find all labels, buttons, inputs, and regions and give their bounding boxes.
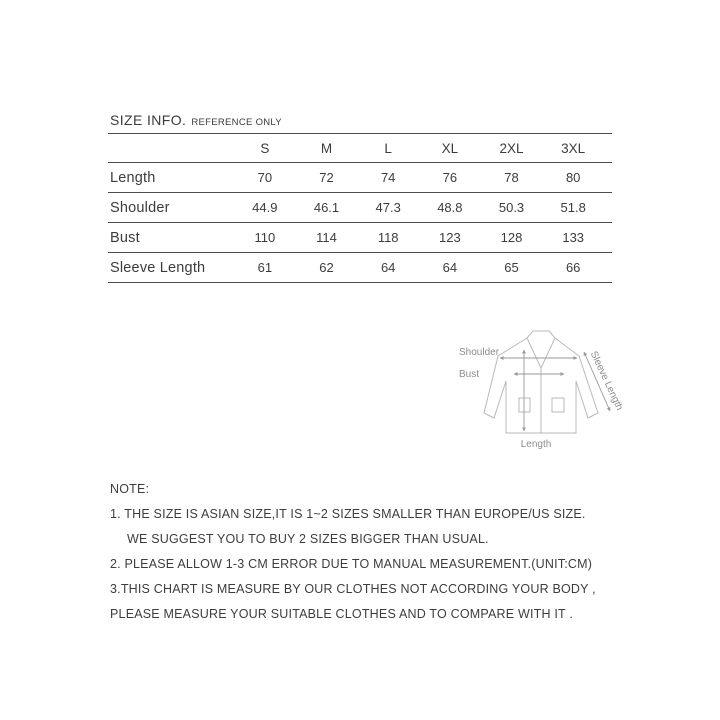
column-header: S	[260, 140, 270, 156]
table-cell: 65	[504, 260, 519, 275]
note-heading: NOTE:	[110, 482, 150, 496]
table-cell: 80	[565, 170, 581, 185]
page-subtitle: REFERENCE ONLY	[191, 117, 282, 128]
table-cell: 47.3	[375, 200, 401, 215]
table-cell: 110	[254, 230, 276, 245]
table-row	[108, 163, 612, 193]
table-cell: 114	[316, 230, 337, 245]
column-header: L	[384, 140, 392, 156]
page-title: SIZE INFO.	[110, 112, 187, 128]
table-cell: 46.1	[313, 200, 340, 215]
size-table-header-row	[108, 134, 612, 163]
table-cell: 123	[439, 230, 461, 245]
table-cell: 64	[380, 260, 396, 275]
column-header: XL	[441, 140, 459, 156]
table-cell: 51.8	[560, 200, 586, 215]
table-cell: 61	[257, 260, 273, 275]
table-cell: 50.3	[498, 200, 525, 215]
table-cell: 62	[319, 260, 334, 275]
size-table	[108, 133, 612, 283]
table-cell: 48.8	[437, 200, 463, 215]
row-label: Shoulder	[110, 199, 170, 216]
shoulder-label: Shoulder	[459, 347, 500, 358]
table-cell: 118	[377, 230, 399, 245]
note-line: 2. PLEASE ALLOW 1-3 CM ERROR DUE TO MANUAL MEASUREMENT.(UNIT:CM)	[110, 557, 593, 571]
column-header: M	[320, 140, 333, 156]
table-row	[108, 253, 612, 283]
table-cell: 133	[562, 230, 585, 245]
size-info-header	[110, 112, 282, 130]
table-cell: 44.9	[252, 200, 278, 215]
table-cell: 64	[442, 260, 458, 275]
table-cell: 78	[504, 170, 519, 185]
length-label: Length	[520, 439, 552, 450]
row-label: Bust	[110, 229, 140, 246]
note-section	[110, 477, 596, 627]
table-row	[108, 223, 612, 253]
column-header: 2XL	[499, 140, 524, 156]
table-cell: 128	[500, 230, 523, 245]
bust-label: Bust	[459, 369, 480, 380]
jacket-outline-drawing	[484, 331, 598, 433]
table-cell: 74	[380, 170, 396, 185]
table-cell: 70	[257, 170, 273, 185]
jacket-measurement-diagram	[448, 320, 633, 456]
note-line: 1. THE SIZE IS ASIAN SIZE,IT IS 1~2 SIZES SMALLER THAN EUROPE/US SIZE.	[110, 507, 586, 521]
row-label: Length	[110, 169, 156, 186]
note-line: PLEASE MEASURE YOUR SUITABLE CLOTHES AND TO COMPARE WITH IT .	[110, 607, 573, 621]
table-cell: 66	[565, 260, 581, 275]
table-cell: 76	[442, 170, 458, 185]
column-header: 3XL	[561, 140, 586, 156]
note-line: 3.THIS CHART IS MEASURE BY OUR CLOTHES NOT ACCORDING YOUR BODY ,	[110, 582, 596, 596]
table-row	[108, 193, 612, 223]
row-label: Sleeve Length	[110, 259, 206, 276]
sleeve-length-label: Sleeve Length	[587, 349, 625, 413]
note-line: WE SUGGEST YOU TO BUY 2 SIZES BIGGER THAN USUAL.	[127, 532, 489, 546]
table-cell: 72	[319, 170, 334, 185]
